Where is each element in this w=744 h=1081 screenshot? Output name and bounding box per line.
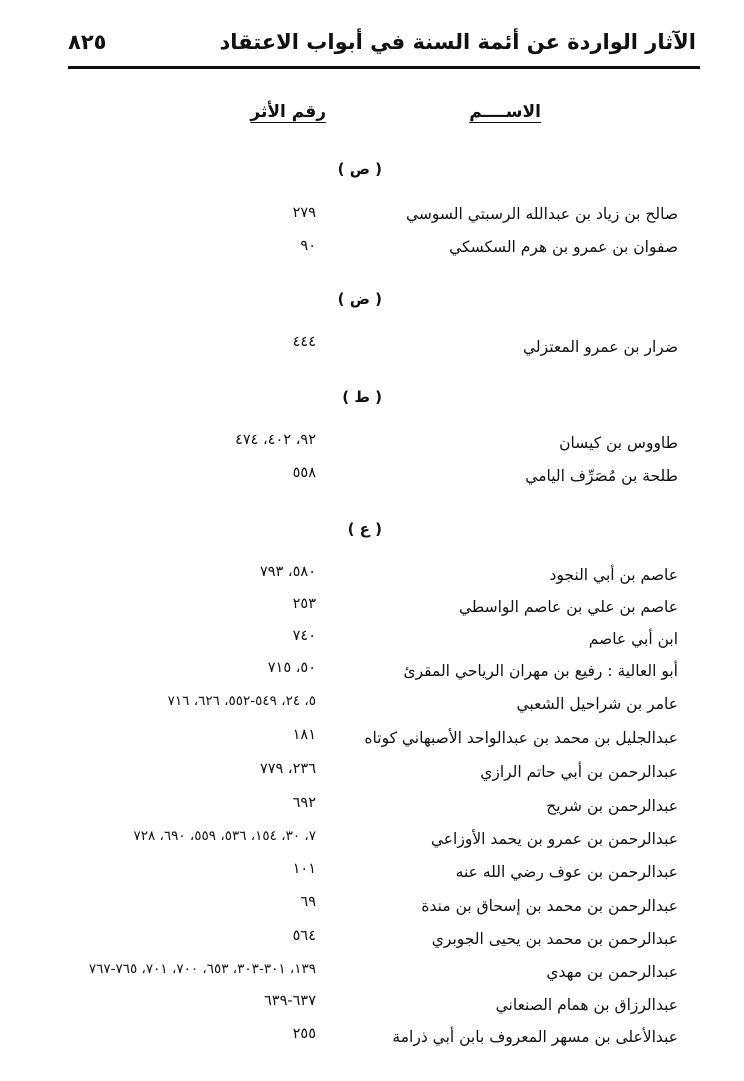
index-entry-name: عاصم بن علي بن عاصم الواسطي bbox=[458, 598, 678, 616]
index-entry-number: ٦٣٧-٦٣٩ bbox=[264, 993, 316, 1009]
column-header-number: رقم الأثر bbox=[250, 102, 326, 122]
index-entry-name: عامر بن شراحيل الشعبي bbox=[516, 695, 678, 713]
index-entry-number: ٩٠ bbox=[300, 238, 316, 254]
index-entry-number: ٢٧٩ bbox=[292, 205, 316, 221]
index-entry-name: عبدالجليل بن محمد بن عبدالواحد الأصبهاني كوتاه bbox=[364, 729, 678, 747]
index-entry-name: ابن أبي عاصم bbox=[588, 630, 678, 648]
index-entry-number: ٥٥٨ bbox=[292, 465, 316, 481]
index-entry-number: ٥، ٢٤، ٥٤٩-٥٥٢، ٦٢٦، ٧١٦ bbox=[167, 693, 316, 709]
index-entry-name: عبدالرحمن بن محمد بن إسحاق بن مندة bbox=[421, 897, 678, 915]
section-letter-sad: ( ص ) bbox=[337, 160, 382, 178]
index-entry-number: ١٣٩، ٣٠١-٣٠٣، ٦٥٣، ٧٠٠، ٧٠١، ٧٦٥-٧٦٧ bbox=[88, 961, 316, 977]
page-number: ٨٢٥ bbox=[68, 30, 107, 54]
index-entry-name: عبدالرحمن بن أبي حاتم الرازي bbox=[480, 763, 678, 781]
index-entry-name: عبدالرزاق بن همام الصنعاني bbox=[495, 996, 678, 1014]
index-entry-number: ٩٢، ٤٠٢، ٤٧٤ bbox=[235, 432, 316, 448]
index-entry-number: ٥٠، ٧١٥ bbox=[267, 660, 316, 676]
header-rule bbox=[68, 66, 700, 69]
index-entry-number: ٥٦٤ bbox=[292, 928, 316, 944]
index-entry-number: ٢٥٣ bbox=[292, 596, 316, 612]
index-entry-name: عاصم بن أبي النجود bbox=[549, 566, 678, 584]
page-header bbox=[68, 28, 696, 62]
index-entry-name: طاووس بن كيسان bbox=[559, 434, 678, 452]
index-entry-name: عبدالرحمن بن مهدي bbox=[546, 963, 678, 981]
section-letter-ain: ( ع ) bbox=[347, 520, 382, 538]
index-entry-name: عبدالأعلى بن مسهر المعروف بابن أبي ذرامة bbox=[392, 1028, 678, 1046]
index-entry-number: ٦٩ bbox=[300, 894, 316, 910]
running-title: الآثار الواردة عن أئمة السنة في أبواب الاعتقاد bbox=[219, 30, 696, 54]
index-entry-name: عبدالرحمن بن شريح bbox=[546, 797, 678, 815]
index-entry-name: ضرار بن عمرو المعتزلي bbox=[523, 338, 678, 356]
column-header-name: الاســــم bbox=[469, 102, 541, 122]
index-entry-number: ٢٣٦، ٧٧٩ bbox=[259, 761, 316, 777]
index-entry-name: أبو العالية : رفيع بن مهران الرياحي المقرئ bbox=[403, 662, 678, 680]
section-letter-dad: ( ض ) bbox=[337, 290, 382, 308]
index-entry-number: ١٨١ bbox=[292, 727, 316, 743]
index-entry-number: ٧٤٠ bbox=[292, 628, 316, 644]
index-entry-number: ٤٤٤ bbox=[292, 334, 316, 350]
index-entry-name: عبدالرحمن بن عوف رضي الله عنه bbox=[455, 863, 678, 881]
index-entry-name: صفوان بن عمرو بن هرم السكسكي bbox=[449, 238, 678, 256]
section-letter-ta: ( ط ) bbox=[342, 388, 382, 406]
index-entry-number: ٥٨٠، ٧٩٣ bbox=[259, 564, 316, 580]
index-entry-number: ٢٥٥ bbox=[292, 1026, 316, 1042]
index-entry-name: صالح بن زياد بن عبدالله الرسبتي السوسي bbox=[406, 205, 678, 223]
index-entry-number: ١٠١ bbox=[292, 861, 316, 877]
index-entry-name: طلحة بن مُصَرِّف اليامي bbox=[525, 467, 678, 485]
index-entry-number: ٧، ٣٠، ١٥٤، ٥٣٦، ٥٥٩، ٦٩٠، ٧٢٨ bbox=[133, 828, 316, 844]
index-entry-name: عبدالرحمن بن عمرو بن يحمد الأوزاعي bbox=[430, 830, 678, 848]
index-entry-number: ٦٩٢ bbox=[292, 795, 316, 811]
index-entry-name: عبدالرحمن بن محمد بن يحيى الجوبري bbox=[431, 930, 678, 948]
